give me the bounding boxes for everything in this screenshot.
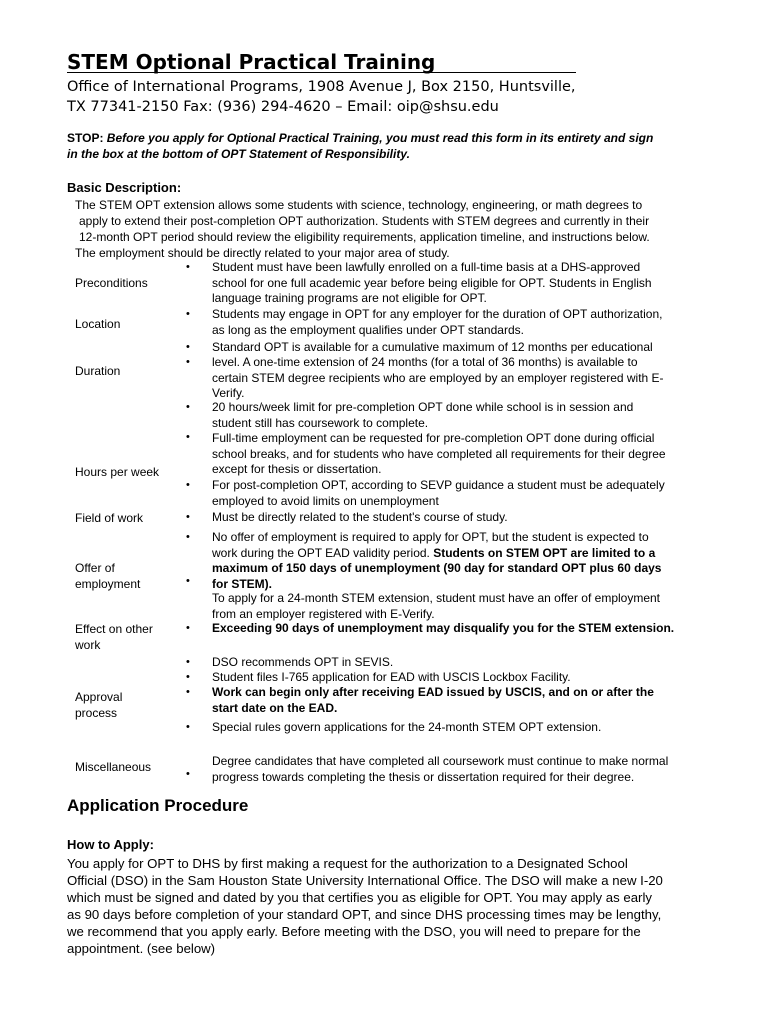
approval-bullet-2: Student files I-765 application for EAD with USCIS Lockbox Facility. xyxy=(212,670,571,684)
office-address xyxy=(67,77,576,117)
location-bullet-1: Students may engage in OPT for any employer for the duration of OPT authorization, as long as the employment qualifies under OPT standards. xyxy=(212,307,663,337)
offer-bullet-1: No offer of employment is required to apply for OPT, but the student is expected to work during the OPT EAD validity period. Students on STEM OPT are limited to a maximum of 150 days of unemployment (90 day for standard OPT plus 60 days for STEM). xyxy=(212,530,662,591)
stop-label: STOP: xyxy=(67,131,104,145)
how-to-apply-heading: How to Apply: xyxy=(67,837,154,852)
basic-desc-line-4: The employment should be directly related to your major area of study. xyxy=(75,246,450,260)
bullet: • xyxy=(186,511,190,523)
stop-text-2: in the box at the bottom of OPT Statement of Responsibility. xyxy=(67,147,410,161)
field-bullet-1: Must be directly related to the student's course of study. xyxy=(212,510,508,524)
approval-bullet-3: Work can begin only after receiving EAD issued by USCIS, and on or after the start date on the EAD. xyxy=(212,685,654,715)
basic-desc-line-1: The STEM OPT extension allows some students with science, technology, engineering, or math degrees to xyxy=(75,198,643,212)
how-line-5: we recommend that you apply early. Before meeting with the DSO, you will need to prepare for the xyxy=(67,924,641,939)
bullet: • xyxy=(186,671,190,683)
bullet: • xyxy=(186,479,190,491)
label-field-of-work: Field of work xyxy=(75,511,144,525)
hours-bullet-1: 20 hours/week limit for pre-completion OPT done while school is in session and student still has coursework to complete. xyxy=(212,400,634,430)
basic-description-heading: Basic Description: xyxy=(67,180,182,195)
duration-bullet-1: Standard OPT is available for a cumulative maximum of 12 months per educational xyxy=(212,340,653,354)
label-hours-per-week: Hours per week xyxy=(75,465,160,479)
application-procedure-heading: Application Procedure xyxy=(67,796,249,815)
bullet: • xyxy=(186,531,190,543)
approval-bullet-1: DSO recommends OPT in SEVIS. xyxy=(212,655,394,669)
how-line-6: appointment. (see below) xyxy=(67,941,216,956)
bullet: • xyxy=(186,768,190,780)
duration-bullet-2: level. A one-time extension of 24 months (for a total of 36 months) is available to certain STEM degree recipients who are employed by an employer registered with E- Verify. xyxy=(212,355,664,400)
how-line-1: You apply for OPT to DHS by first making a request for the authorization to a Designated School xyxy=(67,856,628,871)
how-to-apply-body xyxy=(67,855,717,957)
basic-desc-line-3: 12-month OPT period should review the eligibility requirements, application timeline, and instructions below. xyxy=(79,230,650,244)
label-effect-on-other-work: Effect on other work xyxy=(75,622,153,652)
hours-bullet-2: Full-time employment can be requested for pre-completion OPT done during official school breaks, and for students who have completed all requirements for their degree except for thesis or dissertation. xyxy=(212,431,666,476)
effect-bullet-1: Exceeding 90 days of unemployment may disqualify you for the STEM extension. xyxy=(212,621,675,635)
how-line-4: as 90 days before completion of your standard OPT, and since DHS processing times may be lengthy, xyxy=(67,907,662,922)
hours-bullet-3: For post-completion OPT, according to SEVP guidance a student must be adequately employed to avoid limits on unemployment xyxy=(212,478,665,508)
title-underline xyxy=(67,72,576,73)
label-approval-process: Approval process xyxy=(75,690,123,720)
bullet: • xyxy=(186,686,190,698)
bullet: • xyxy=(186,721,190,733)
misc-bullet-1: Degree candidates that have completed all coursework must continue to make normal progress towards completing the thesis or dissertation required for their degree. xyxy=(212,754,669,784)
how-line-3: which must be signed and dated by you that certifies you as eligible for OPT. You may apply as early xyxy=(67,890,652,905)
label-duration: Duration xyxy=(75,364,121,378)
approval-bullet-4: Special rules govern applications for the 24-month STEM OPT extension. xyxy=(212,720,602,734)
bullet: • xyxy=(186,341,190,353)
bullet: • xyxy=(186,401,190,413)
address-line-2: TX 77341-2150 Fax: (936) 294-4620 – Email: oip@shsu.edu xyxy=(67,99,499,115)
label-offer-of-employment: Offer of employment xyxy=(75,561,141,591)
offer-bullet-2: To apply for a 24-month STEM extension, student must have an offer of employment from an employer registered with E-Verify. xyxy=(212,591,661,621)
label-location: Location xyxy=(75,317,121,331)
how-line-2: Official (DSO) in the Sam Houston State University International Office. The DSO will make a new I-20 xyxy=(67,873,663,888)
bullet: • xyxy=(186,356,190,368)
bullet: • xyxy=(186,622,190,634)
stop-text-1: Before you apply for Optional Practical Training, you must read this form in its entirety and sign xyxy=(106,131,654,145)
bullet: • xyxy=(186,308,190,320)
label-preconditions: Preconditions xyxy=(75,276,148,290)
bullet: • xyxy=(186,656,190,668)
label-miscellaneous: Miscellaneous xyxy=(75,760,152,774)
bullet: • xyxy=(186,431,190,443)
preconditions-bullet-1: Student must have been lawfully enrolled on a full-time basis at a DHS-approved school for one full academic year before being eligible for OPT. Students in English language training programs are not eligible for OPT. xyxy=(212,260,652,305)
stop-notice xyxy=(67,130,707,162)
address-line-1: Office of International Programs, 1908 Avenue J, Box 2150, Huntsville, xyxy=(67,79,576,95)
bullet: • xyxy=(186,575,190,587)
page-title: STEM Optional Practical Training xyxy=(67,50,436,74)
bullet: • xyxy=(186,261,190,273)
basic-desc-line-2: apply to extend their post-completion OPT authorization. Students with STEM degrees and currently in their xyxy=(79,214,650,228)
